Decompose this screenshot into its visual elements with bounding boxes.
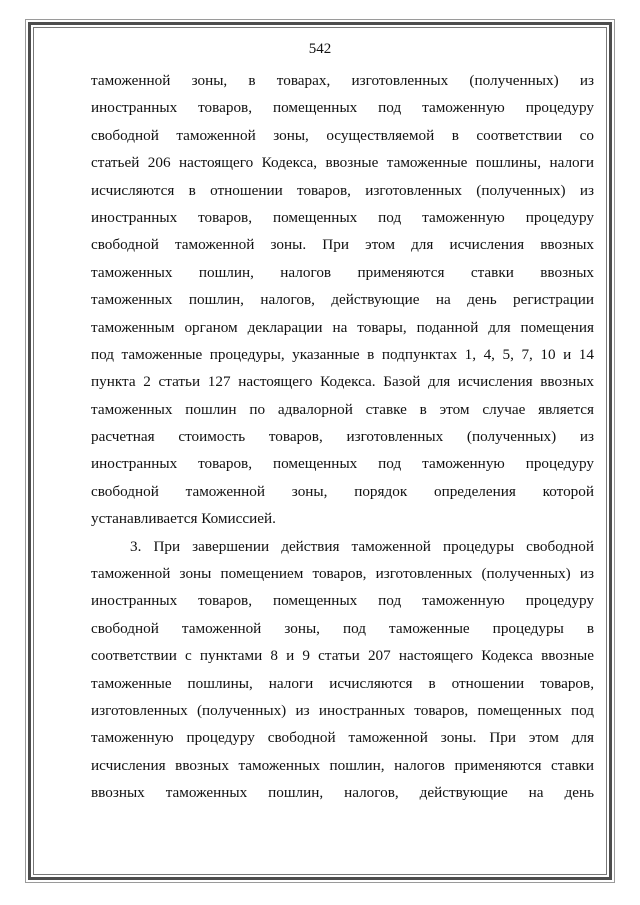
text-line: свободной таможенной зоны, осуществляемой в соответствии со bbox=[91, 126, 594, 144]
text-line: таможенную процедуру свободной таможенной зоны. При этом для bbox=[91, 729, 594, 747]
text-line: расчетная стоимость товаров, изготовленных (полученных) из bbox=[91, 428, 594, 446]
text-line: исчисления ввозных таможенных пошлин, налогов применяются ставки bbox=[91, 756, 594, 774]
text-line: соответствии с пунктами 8 и 9 статьи 207 настоящего Кодекса ввозные bbox=[91, 647, 594, 665]
text-line: свободной таможенной зоны. При этом для исчисления ввозных bbox=[91, 236, 594, 254]
paragraph-2 bbox=[91, 533, 594, 807]
text-line: ввозных таможенных пошлин, налогов, действующие на день bbox=[91, 784, 594, 802]
text-line: устанавливается Комиссией. bbox=[91, 510, 276, 528]
text-line: иностранных товаров, помещенных под таможенную процедуру bbox=[91, 208, 594, 226]
text-line: исчисляются в отношении товаров, изготовленных (полученных) из bbox=[91, 181, 594, 199]
page-number: 542 bbox=[308, 41, 332, 57]
text-line: свободной таможенной зоны, порядок определения которой bbox=[91, 482, 594, 500]
text-line: таможенных пошлин, налогов применяются ставки ввозных bbox=[91, 263, 594, 281]
text-line: статьей 206 настоящего Кодекса, ввозные таможенные пошлины, налоги bbox=[91, 154, 594, 172]
text-line: свободной таможенной зоны, под таможенные процедуры в bbox=[91, 619, 594, 637]
text-line: иностранных товаров, помещенных под таможенную процедуру bbox=[91, 592, 594, 610]
text-line: 3. При завершении действия таможенной процедуры свободной bbox=[130, 537, 594, 555]
document-body bbox=[91, 67, 594, 807]
text-line: изготовленных (полученных) из иностранных товаров, помещенных под bbox=[91, 701, 594, 719]
text-line: таможенные пошлины, налоги исчисляются в отношении товаров, bbox=[91, 674, 594, 692]
text-line: пункта 2 статьи 127 настоящего Кодекса. Базой для исчисления ввозных bbox=[91, 373, 594, 391]
text-line: таможенной зоны помещением товаров, изготовленных (полученных) из bbox=[91, 565, 594, 583]
text-line: таможенных пошлин по адвалорной ставке в этом случае является bbox=[91, 400, 594, 418]
text-line: таможенных пошлин, налогов, действующие на день регистрации bbox=[91, 291, 594, 309]
text-line: таможенной зоны, в товарах, изготовленных (полученных) из bbox=[91, 72, 594, 89]
text-line: под таможенные процедуры, указанные в подпунктах 1, 4, 5, 7, 10 и 14 bbox=[91, 345, 594, 363]
text-line: иностранных товаров, помещенных под таможенную процедуру bbox=[91, 455, 594, 473]
paragraph-1 bbox=[91, 67, 594, 533]
text-line: иностранных товаров, помещенных под таможенную процедуру bbox=[91, 99, 594, 117]
text-line: таможенным органом декларации на товары, поданной для помещения bbox=[91, 318, 594, 336]
